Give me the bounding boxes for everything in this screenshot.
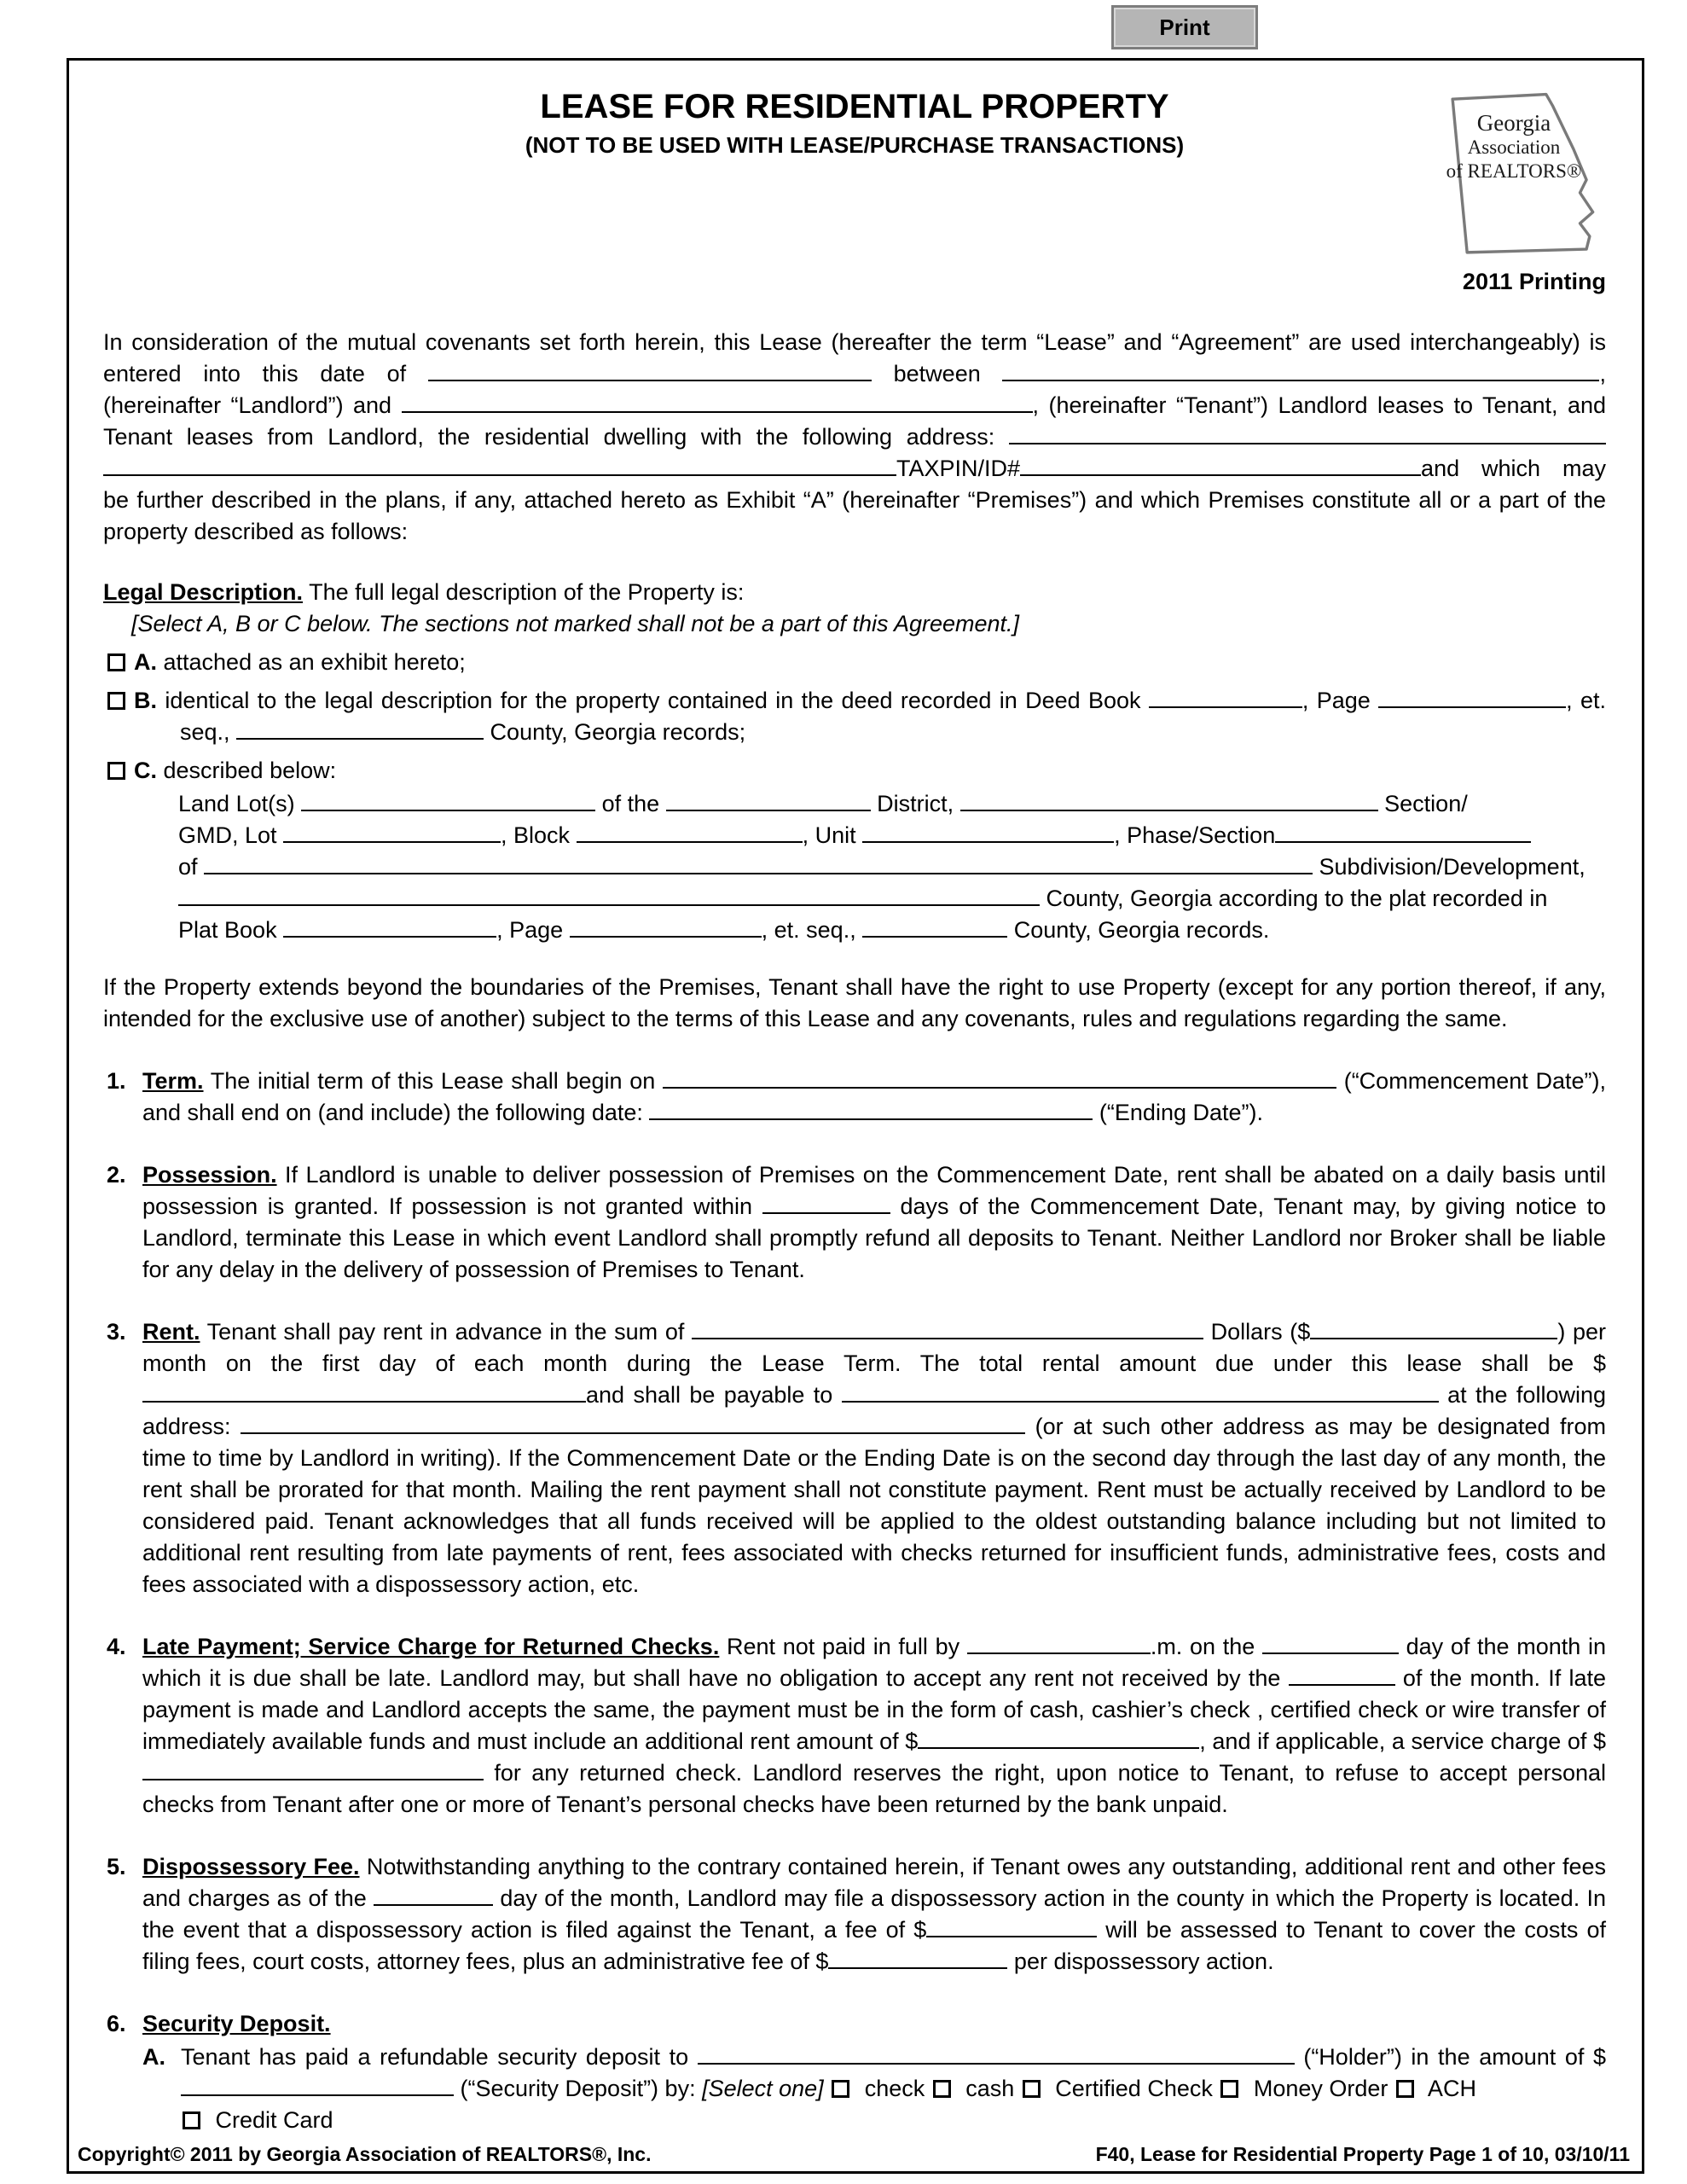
text-run: The initial term of this Lease shall begin on [203, 1068, 663, 1094]
document-subtitle: (NOT TO BE USED WITH LEASE/PURCHASE TRANSACTIONS) [525, 132, 1185, 158]
blank-field[interactable] [1020, 454, 1421, 476]
blank-field[interactable] [960, 789, 1378, 811]
blank-field[interactable] [1275, 821, 1531, 843]
text-run: Dollars ($ [1203, 1319, 1311, 1345]
text-run: If the Property extends beyond the boundaries of the Premises, Tenant shall have the right to use Property (except for any portion thereof, if any, intended for the exclusive use of another) subject to the terms of this Lease and any covenants, rules and regulations regarding the same. [103, 974, 1606, 1031]
text-run: In consideration of the mutual covenants set forth herein, this Lease (hereafter the term “Lease” and “Agreement” are used interchangeably) is entered into this date of [103, 329, 1606, 386]
section-number: 2. [107, 1162, 126, 1188]
text-run: B. [134, 688, 157, 713]
blank-field[interactable] [301, 789, 595, 811]
section-body [142, 1631, 1606, 1821]
checkbox[interactable] [107, 692, 125, 710]
section-possession [107, 1159, 1606, 1286]
text-run: Tenant has paid a refundable security deposit to [181, 2044, 698, 2070]
blank-field[interactable] [178, 884, 1040, 906]
blank-field[interactable] [241, 1412, 1025, 1434]
text-run: , Unit [802, 822, 863, 848]
blank-field[interactable] [142, 1758, 484, 1780]
blank-field[interactable] [666, 789, 871, 811]
page-footer [78, 2143, 1630, 2166]
text-run: Rent not paid in full by [719, 1634, 967, 1659]
checkbox[interactable] [107, 762, 125, 780]
text-run: , and if applicable, a service charge of $ [1199, 1728, 1606, 1754]
text-run: [Select A, B or C below. The sections not marked shall not be a part of this Agreement.] [131, 611, 1020, 636]
document-title: LEASE FOR RESIDENTIAL PROPERTY [540, 88, 1169, 125]
text-run: TAXPIN/ID# [896, 456, 1021, 481]
blank-field[interactable] [1378, 686, 1566, 708]
text-run: check [858, 2076, 931, 2101]
section-rent [107, 1316, 1606, 1600]
blank-field[interactable] [577, 821, 803, 843]
blank-field[interactable] [283, 821, 501, 843]
blank-field[interactable] [762, 1192, 890, 1214]
logo-line-2: Association [1467, 136, 1561, 158]
text-run: (or at such other address as may be designated from time to time by Landlord in writing). If the Commencement Date or the Ending Date is on the second day through the last day of any month, the rent shall be prorated for that month. Mailing the rent payment shall not constitute payment. Rent must be actually received by Landlord to be considered paid. Tenant acknowledges that all funds received will be applied to the oldest outstanding balance including but not limited to additional rent resulting from late payments of rent, fees associated with checks returned for insufficient funds, administrative fees, costs and fees associated with a dispossessory action, etc. [142, 1414, 1607, 1597]
legal-description-section [103, 577, 1606, 946]
text-run: Possession. [142, 1162, 277, 1188]
blank-field[interactable] [842, 1380, 1439, 1403]
section-body [142, 1159, 1606, 1286]
printing-edition: 2011 Printing [1462, 269, 1606, 294]
blank-field[interactable] [1149, 686, 1302, 708]
blank-field[interactable] [204, 852, 1313, 874]
legal-option-a [106, 647, 1606, 678]
text-run: The full legal description of the Property is: [303, 579, 745, 605]
copyright-text: Copyright© 2011 by Georgia Association of REALTORS®, Inc. [78, 2143, 652, 2165]
blank-field[interactable] [663, 1066, 1336, 1089]
blank-field[interactable] [1289, 1664, 1395, 1686]
text-run: ACH [1422, 2076, 1476, 2101]
section-body [142, 2008, 1606, 2136]
text-run: of [178, 854, 205, 880]
blank-field[interactable] [649, 1098, 1093, 1120]
text-run: Land Lot(s) [178, 791, 302, 816]
section-number: 3. [107, 1319, 126, 1345]
blank-field[interactable] [698, 2042, 1295, 2065]
section-body [142, 1066, 1606, 1129]
document-header [103, 86, 1606, 301]
text-run: Dispossessory Fee. [142, 1854, 360, 1879]
text-run: day of the month, Landlord may file a dispossessory action in the county in which the Property is located. In the event that a dispossessory action is filed against the Tenant, a fee of $ [142, 1885, 1606, 1943]
checkbox[interactable] [832, 2080, 849, 2098]
blank-field[interactable] [692, 1317, 1203, 1339]
security-deposit-item-a [142, 2042, 1606, 2136]
section-number: 5. [107, 1854, 126, 1879]
blank-field[interactable] [142, 1380, 586, 1403]
gar-logo-text [1415, 110, 1613, 183]
text-run: described below: [157, 758, 337, 783]
document-content [69, 61, 1642, 2136]
blank-field[interactable] [181, 2074, 454, 2096]
section-number: 1. [107, 1068, 126, 1094]
text-run: Section/ [1377, 791, 1468, 816]
checkbox[interactable] [1220, 2080, 1238, 2098]
text-run: and which may be further described in the plans, if any, attached hereto as Exhibit “A” (hereinafter “Premises”) and which Premises constitute all or a part of the property described as follows: [103, 456, 1606, 544]
blank-field[interactable] [862, 821, 1114, 843]
text-run: , Page [1301, 688, 1379, 713]
text-run: Money Order [1247, 2076, 1394, 2101]
blank-field[interactable] [283, 915, 496, 938]
text-run: , (hereinafter “Tenant”) Landlord leases to Tenant, and Tenant leases from Landlord, the residential dwelling with the following address: [103, 392, 1607, 450]
text-run: .m. on the [1150, 1634, 1262, 1659]
property-extends-paragraph [103, 972, 1606, 1035]
blank-field[interactable] [103, 454, 896, 476]
text-run: of the [595, 791, 666, 816]
text-run: , Block [501, 822, 577, 848]
document-page [67, 58, 1644, 2174]
checkbox[interactable] [1023, 2080, 1041, 2098]
text-run: [Select one] [702, 2076, 824, 2101]
blank-field[interactable] [402, 391, 1033, 413]
section-dispossessory-fee [107, 1851, 1606, 1978]
text-run: Term. [142, 1068, 204, 1094]
text-run: day of the month in which it is due shall be late. Landlord may, but shall have no obligation to accept any rent not received by the [142, 1634, 1607, 1691]
text-run: (“Holder”) in the amount of $ [1294, 2044, 1606, 2070]
blank-field[interactable] [428, 359, 872, 381]
text-run: for any returned check. Landlord reserves the right, upon notice to Tenant, to refuse to accept personal checks from Tenant after one or more of Tenant’s personal checks have been returned by the bank unpaid. [142, 1760, 1606, 1817]
text-run: Tenant shall pay rent in advance in the sum of [200, 1319, 692, 1345]
section-body [142, 1851, 1606, 1978]
text-run: at the following address: [142, 1382, 1606, 1439]
text-run: , Phase/Section [1114, 822, 1276, 848]
text-run: will be assessed to Tenant to cover the costs of filing fees, court costs, attorney fees, plus an administrative fee of $ [142, 1917, 1606, 1974]
blank-field[interactable] [926, 1915, 1097, 1937]
text-run: County, Georgia according to the plat recorded in [1040, 886, 1548, 911]
text-run: (“Commencement Date”), and shall end on (and include) the following date: [142, 1068, 1606, 1125]
blank-field[interactable] [918, 1727, 1199, 1749]
security-deposit-heading [142, 2008, 1606, 2040]
text-run: Late Payment; Service Charge for Returned Checks. [142, 1634, 720, 1659]
checkbox[interactable] [1396, 2080, 1414, 2098]
text-run: (“Security Deposit”) by: [454, 2076, 703, 2101]
section-term [107, 1066, 1606, 1129]
blank-field[interactable] [1310, 1317, 1557, 1339]
text-run [824, 2076, 831, 2101]
blank-field[interactable] [862, 915, 1007, 938]
blank-field[interactable] [828, 1947, 1007, 1969]
text-run: County, Georgia records. [1007, 917, 1270, 943]
checkbox[interactable] [107, 653, 125, 671]
text-run: per dispossessory action. [1007, 1949, 1274, 1974]
text-run: , Page [496, 917, 570, 943]
blank-field[interactable] [1262, 1632, 1399, 1654]
text-run: Legal Description. [103, 579, 304, 605]
blank-field[interactable] [967, 1632, 1151, 1654]
text-run: Security Deposit. [142, 2011, 331, 2036]
intro-paragraph [103, 327, 1606, 548]
blank-field[interactable] [374, 1884, 493, 1906]
blank-field[interactable] [236, 717, 484, 740]
text-run: Plat Book [178, 917, 284, 943]
legal-select-note [131, 608, 1606, 640]
form-reference-text: F40, Lease for Residential Property Page 1 of 10, 03/10/11 [1095, 2143, 1630, 2165]
blank-field[interactable] [1009, 422, 1606, 444]
sub-item-label: A. [142, 2044, 165, 2070]
text-run: District, [870, 791, 960, 816]
legal-option-c-details [178, 788, 1606, 946]
text-run: attached as an exhibit hereto; [157, 649, 466, 675]
checkbox[interactable] [183, 2111, 200, 2129]
text-run: County, Georgia records; [484, 719, 746, 745]
text-run: , et. seq., [180, 688, 1606, 745]
text-run: days of the Commencement Date, Tenant may, by giving notice to Landlord, terminate this Lease in which event Landlord shall promptly refund all deposits to Tenant. Neither Landlord nor Broker shall be liable for any delay in the delivery of possession of Premises to Tenant. [142, 1194, 1606, 1282]
checkbox[interactable] [933, 2080, 951, 2098]
sub-item-body [181, 2042, 1606, 2136]
text-run: A. [134, 649, 157, 675]
text-run: Subdivision/Development, [1313, 854, 1586, 880]
section-number: 6. [107, 2011, 126, 2036]
text-run: If Landlord is unable to deliver possession of Premises on the Commencement Date, rent shall be abated on a daily basis until possession is granted. If possession is not granted within [142, 1162, 1606, 1219]
section-body [142, 1316, 1606, 1600]
text-run: GMD, Lot [178, 822, 284, 848]
logo-line-1: Georgia [1476, 110, 1551, 136]
section-number: 4. [107, 1634, 126, 1659]
section-late-payment [107, 1631, 1606, 1821]
text-run: Certified Check [1048, 2076, 1220, 2101]
text-run: between [871, 361, 1003, 386]
text-run: Notwithstanding anything to the contrary contained herein, if Tenant owes any outstanding, additional rent and other fees and charges as of the [142, 1854, 1606, 1911]
section-security-deposit [107, 2008, 1606, 2136]
text-run: of the month. If late payment is made and Landlord accepts the same, the payment must be in the form of cash, cashier’s check , certified check or wire transfer of immediately available funds and must include an additional rent amount of $ [142, 1665, 1607, 1754]
text-run: Rent. [142, 1319, 200, 1345]
gar-logo [1415, 88, 1613, 265]
text-run: cash [959, 2076, 1021, 2101]
text-run: C. [134, 758, 157, 783]
legal-description-heading [103, 577, 1606, 608]
logo-line-3: of REALTORS® [1446, 160, 1582, 182]
print-button[interactable]: Print [1111, 5, 1258, 49]
blank-field[interactable] [1002, 359, 1599, 381]
blank-field[interactable] [570, 915, 762, 938]
text-run: Credit Card [209, 2107, 333, 2133]
legal-option-b [106, 685, 1606, 748]
text-run: and shall be payable to [586, 1382, 842, 1408]
text-run: (“Ending Date”). [1093, 1100, 1263, 1125]
text-run: ) per month on the first day of each month during the Lease Term. The total rental amount due under this lease shall be $ [142, 1319, 1606, 1376]
legal-option-c [106, 755, 1606, 787]
text-run: identical to the legal description for the property contained in the deed recorded in Deed Book [157, 688, 1149, 713]
text-run: , et. seq., [761, 917, 863, 943]
text-run: , (hereinafter “Landlord”) and [103, 361, 1606, 418]
